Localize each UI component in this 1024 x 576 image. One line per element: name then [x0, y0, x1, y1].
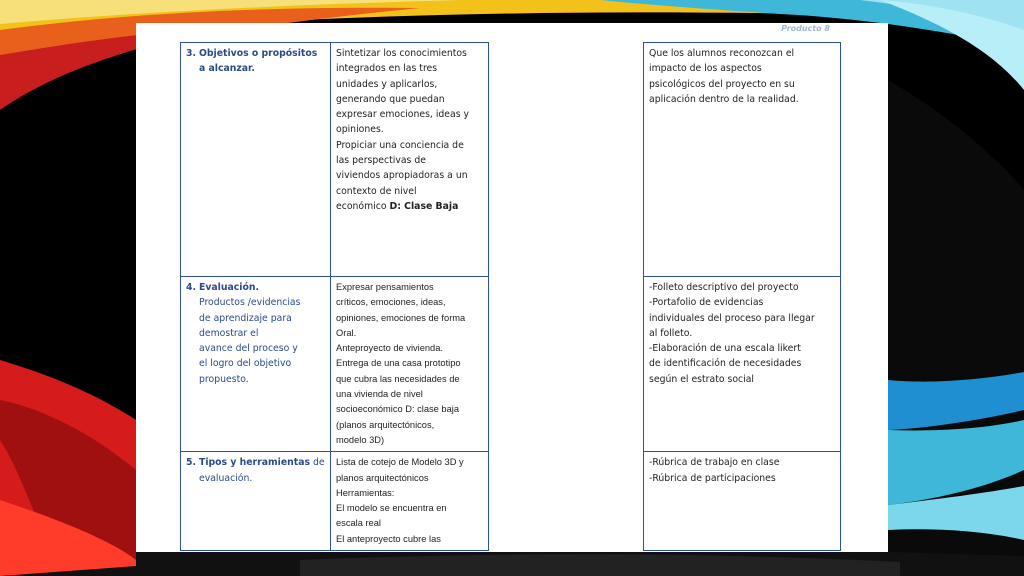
row-label-cell [181, 277, 331, 452]
cell-line: Entrega de una casa prototipo [336, 358, 461, 369]
cell-line: (planos arquitectónicos, [336, 419, 435, 430]
table-row [181, 452, 841, 551]
cell-line: viviendos apropiadoras a un [336, 170, 468, 182]
cell-line-bold: D: Clase Baja [389, 200, 459, 212]
cell-line: que cubra las necesidades de [336, 373, 460, 384]
cell-line: individuales del proceso para llegar [649, 312, 815, 324]
cell-line: las perspectivas de [336, 155, 426, 167]
cell-line: críticos, emociones, ideas, [336, 297, 446, 308]
row-title: Objetivos o propósitos [198, 48, 318, 59]
cell-line: psicológicos del proyecto en su [649, 78, 795, 90]
cell-line: expresar emociones, ideas y [336, 109, 470, 121]
row-label-cell [181, 452, 331, 551]
cell-line: planos arquitectónicos [336, 472, 429, 483]
result-cell [644, 452, 841, 551]
cell-line: Oral. [336, 327, 357, 338]
document-page [136, 23, 888, 552]
row-number: 4. [186, 282, 197, 293]
row-subtitle-line: evaluación. [199, 472, 253, 484]
cell-line: Lista de cotejo de Modelo 3D y [336, 457, 464, 468]
cell-line: impacto de los aspectos [649, 63, 762, 75]
cell-line: Sintetizar los conocimientos [336, 48, 467, 59]
cell-line: Herramientas: [336, 487, 395, 498]
row-subtitle-line: propuesto. [199, 373, 249, 385]
row-title: Evaluación. [198, 282, 259, 293]
cell-line: Propiciar una conciencia de [336, 139, 464, 151]
cell-line: -Folleto descriptivo del proyecto [649, 282, 799, 293]
cell-line: contexto de nivel [336, 185, 417, 197]
empty-cell [489, 277, 644, 452]
row-subtitle-line: el logro del objetivo [199, 358, 292, 370]
row-subtitle-line: avance del proceso y [199, 343, 298, 355]
cell-line: unidades y aplicarlos, [336, 78, 438, 90]
cell-line-last [336, 199, 483, 214]
cell-line: aplicación dentro de la realidad. [649, 93, 799, 105]
row-title-suffix: de [310, 457, 325, 469]
cell-line: -Rúbrica de trabajo en clase [649, 457, 780, 469]
cell-line: Anteproyecto de vivienda. [336, 343, 443, 354]
result-cell [644, 43, 841, 277]
cell-line: de identificación de necesidades [649, 358, 802, 370]
description-cell [331, 452, 489, 551]
cell-line: Que los alumnos reconozcan el [649, 48, 795, 59]
cell-line: una vivienda de nivel [336, 389, 423, 400]
empty-cell [489, 452, 644, 551]
row-label-cell [181, 43, 331, 277]
page-header-product: Producto 8 [781, 24, 830, 33]
row-title-continuation: a alcanzar. [199, 63, 255, 75]
cell-line: El anteproyecto cubre las [336, 533, 441, 544]
cell-line: El modelo se encuentra en [336, 503, 447, 514]
row-subtitle-line: Productos /evidencias [199, 297, 301, 309]
table-row [181, 277, 841, 452]
cell-line: opiniones, emociones de forma [336, 312, 466, 323]
cell-line: -Rúbrica de participaciones [649, 472, 776, 484]
evaluation-table [180, 42, 841, 551]
row-number: 3. [186, 48, 197, 59]
cell-line: Expresar pensamientos [336, 282, 434, 292]
cell-line: opiniones. [336, 124, 384, 136]
result-cell [644, 277, 841, 452]
cell-line: escala real [336, 518, 381, 529]
cell-line: -Portafolio de evidencias [649, 297, 764, 309]
empty-cell [489, 43, 644, 277]
cell-line: socioeconómico D: clase baja [336, 404, 459, 415]
description-cell [331, 277, 489, 452]
description-cell [331, 43, 489, 277]
cell-line: generando que puedan [336, 93, 445, 105]
row-title: Tipos y herramientas [198, 457, 311, 469]
row-number: 5. [186, 457, 197, 469]
cell-line: integrados en las tres [336, 63, 438, 75]
cell-line: -Elaboración de una escala likert [649, 343, 801, 355]
cell-line: al folleto. [649, 327, 693, 339]
row-subtitle-line: de aprendizaje para [199, 312, 292, 324]
cell-line: según el estrato social [649, 373, 754, 385]
cell-line: modelo 3D) [336, 434, 385, 445]
row-subtitle-line: demostrar el [199, 327, 259, 339]
cell-line-plain: económico [336, 200, 390, 212]
table-row [181, 43, 841, 277]
